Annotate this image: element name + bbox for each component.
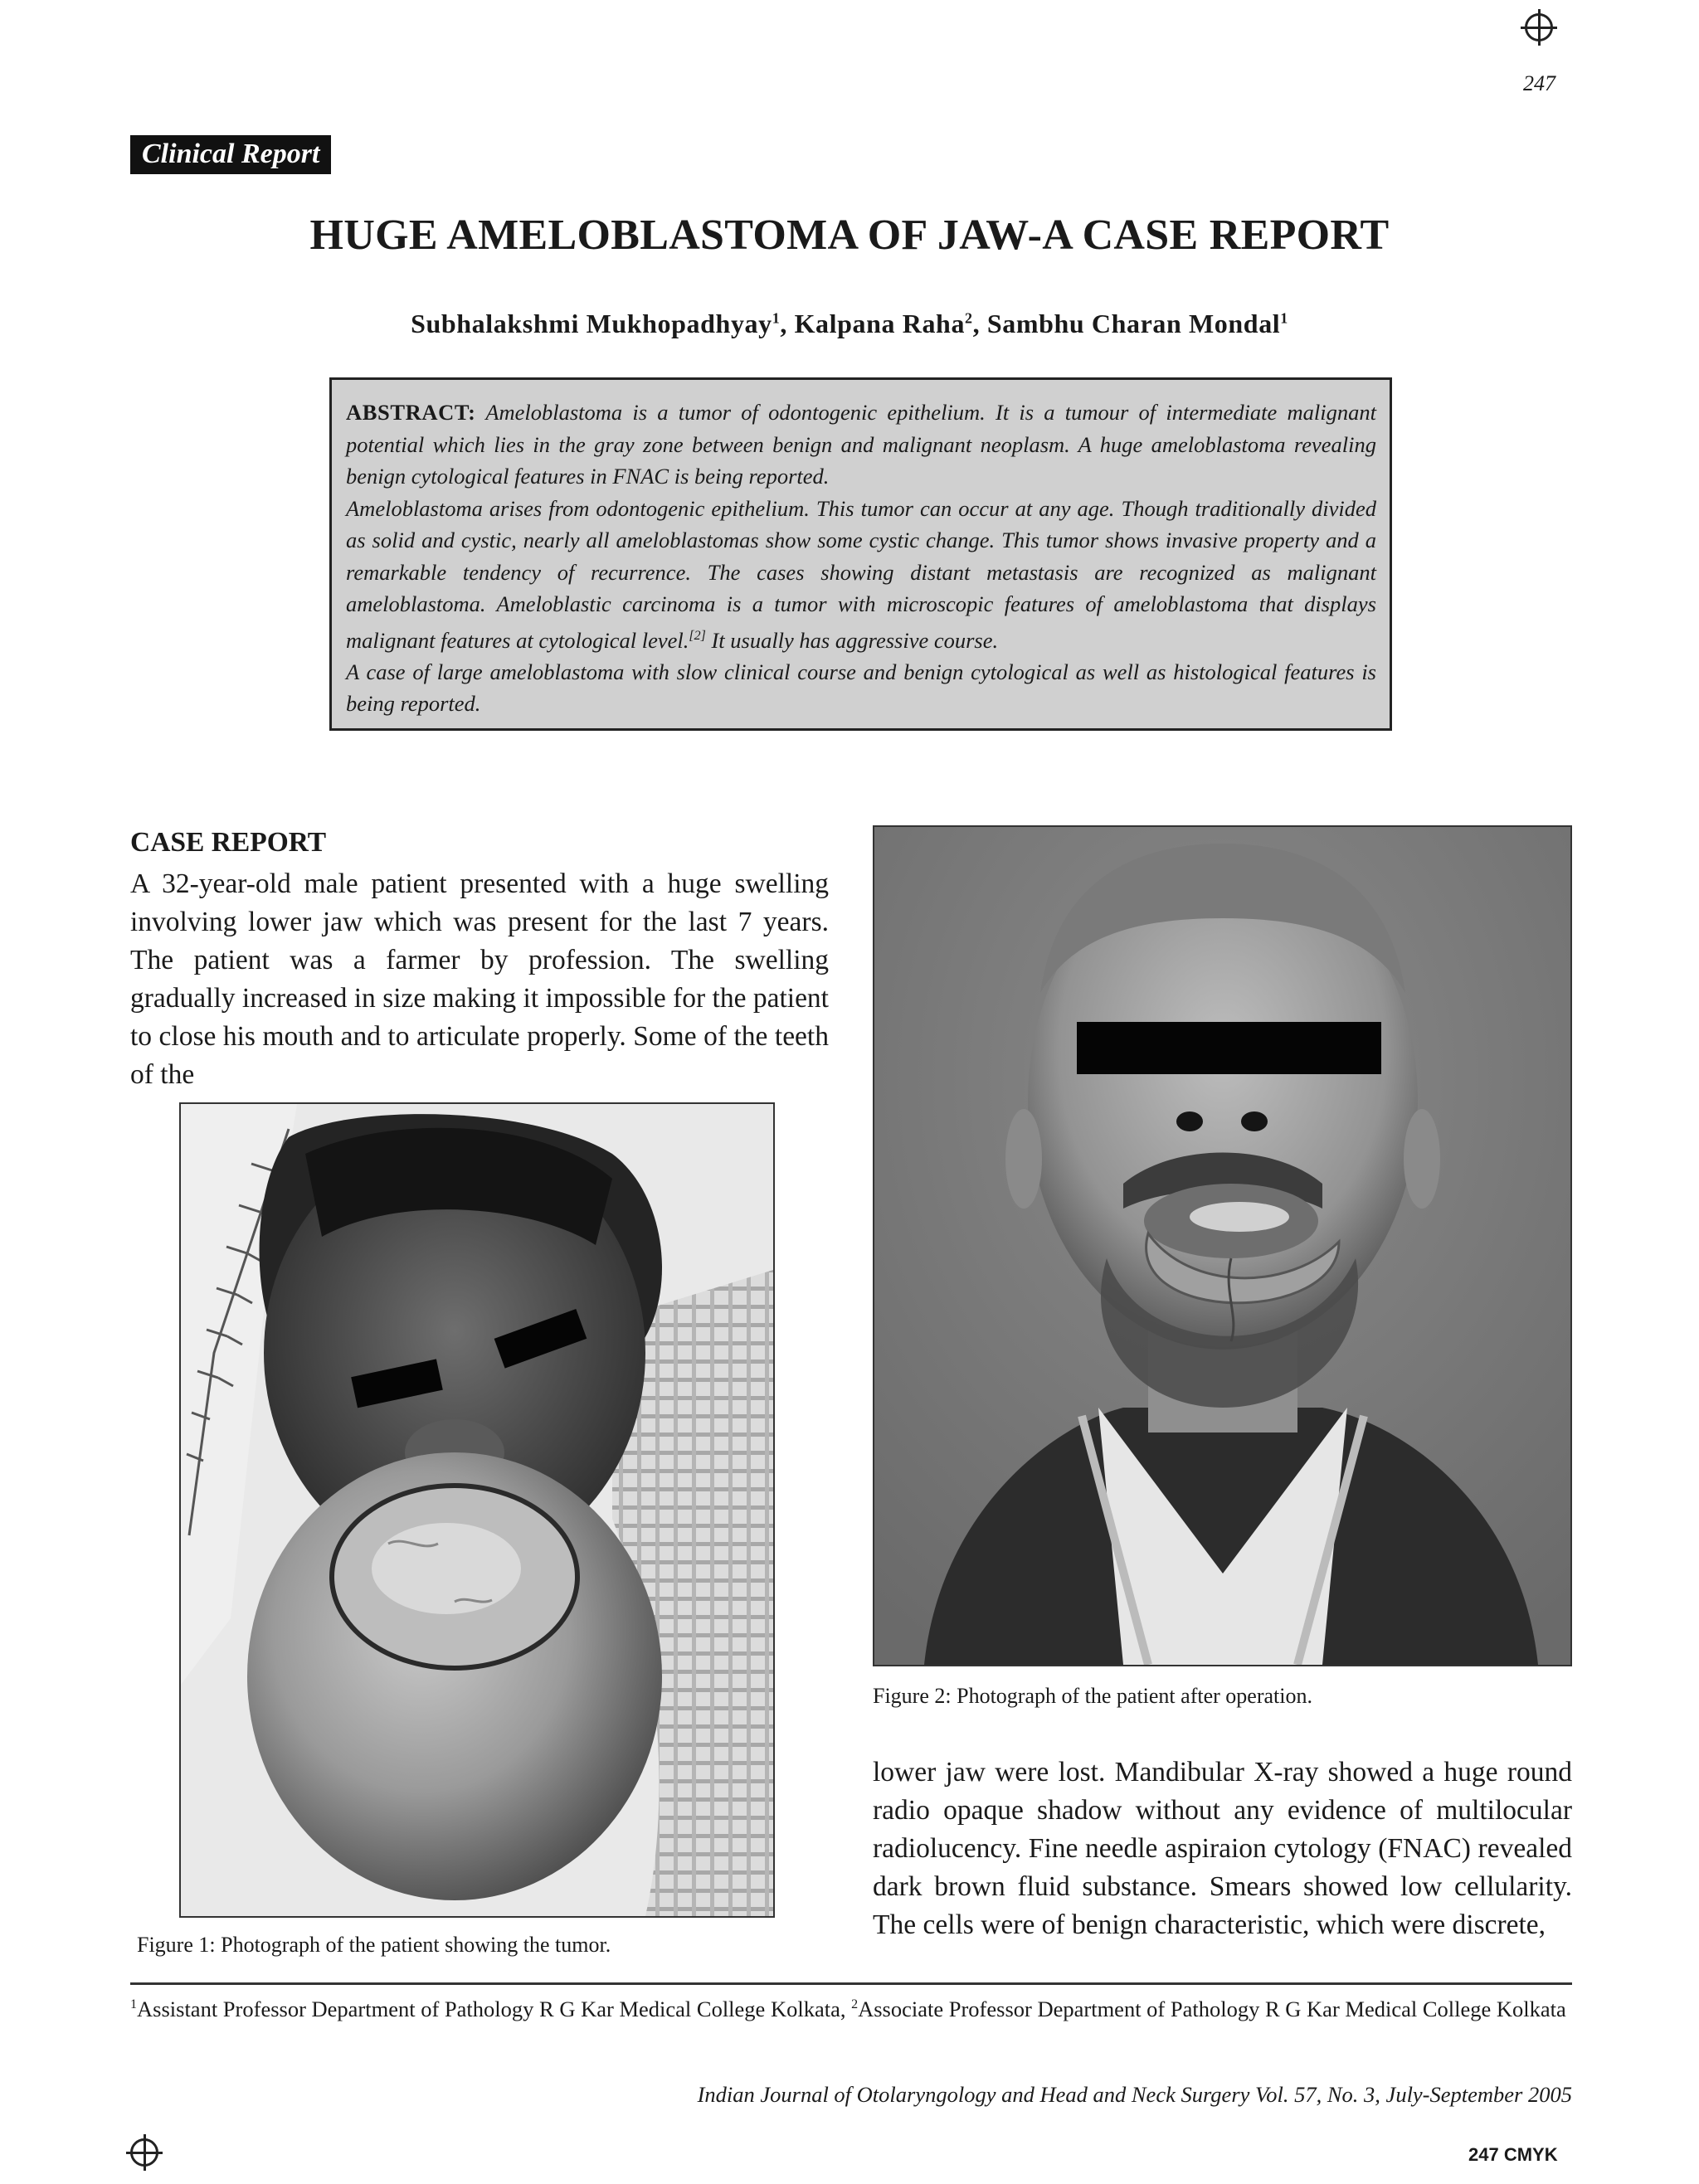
- body-text: lower jaw were lost. Mandibular X-ray showed a huge round radio opaque shadow without any evidence of multilocular radiolucency. Fine needle aspiraion cytology (FNAC) revealed dark brown fluid substance. Smears showed low cellularity. The cells were of benign characteristic, which were discrete,: [873, 1757, 1572, 1940]
- figure-1-caption: Figure 1: Photograph of the patient showing the tumor.: [137, 1933, 611, 1957]
- footnote-mark: 1: [130, 1997, 137, 2011]
- patient-tumor-photo: [181, 1104, 773, 1916]
- author-affiliation-mark: 2: [965, 309, 973, 327]
- print-mark: 247 CMYK: [1468, 2144, 1558, 2165]
- registration-mark-icon: [1525, 13, 1553, 41]
- author-list: [0, 309, 1699, 339]
- reference-mark: [2]: [689, 628, 706, 643]
- body-text: A 32-year-old male patient presented with a huge swelling involving lower jaw which was present for the last 7 years. The patient was a farmer by profession. The swelling gradually increased in size making it impossible for the patient to close his mouth and to articulate properly. Some of the teeth of the: [130, 868, 829, 1090]
- abstract-paragraph: [346, 493, 1376, 656]
- author-name: Subhalakshmi Mukhopadhyay: [411, 309, 772, 338]
- footnote-mark: 2: [851, 1997, 859, 2011]
- figure-2-photo: [873, 825, 1572, 1666]
- footnote-text: Assistant Professor Department of Pathology R G Kar Medical College Kolkata,: [137, 1996, 852, 2021]
- abstract-text: A case of large ameloblastoma with slow clinical course and benign cytological as well as histological features is being reported.: [346, 659, 1376, 717]
- footnote-divider: [130, 1982, 1572, 1985]
- footnote-text: Associate Professor Department of Pathology R G Kar Medical College Kolkata: [858, 1996, 1566, 2021]
- abstract-text: It usually has aggressive course.: [705, 627, 999, 653]
- article-title: HUGE AMELOBLASTOMA OF JAW-A CASE REPORT: [309, 212, 1390, 259]
- author-separator: ,: [972, 309, 987, 338]
- author-name: Sambhu Charan Mondal: [986, 309, 1281, 338]
- patient-postoperative-photo: [874, 827, 1570, 1665]
- abstract-box: [329, 377, 1392, 731]
- footnote: [130, 1991, 1572, 2023]
- abstract-text: Ameloblastoma is a tumor of odontogenic epithelium. It is a tumour of intermediate malignant potential which lies in the gray zone between benign and malignant neoplasm. A huge ameloblastoma revealing benign cytological features in FNAC is being reported.: [346, 400, 1376, 489]
- page-number: 247: [1523, 71, 1555, 95]
- registration-mark-icon: [130, 2138, 158, 2167]
- abstract-text: Ameloblastoma arises from odontogenic epithelium. This tumor can occur at any age. Though traditionally divided as solid and cystic, nearly all ameloblastomas show some cystic change. This tumor shows invasive property and a remarkable tendency of recurrence. The cases showing distant metastasis are recognized as malignant ameloblastoma. Ameloblastic carcinoma is a tumor with microscopic features of ameloblastoma that displays malignant features at cytological level.: [346, 495, 1376, 653]
- abstract-label: ABSTRACT:: [346, 400, 476, 425]
- body-paragraph: [130, 865, 829, 1094]
- figure-2-caption: Figure 2: Photograph of the patient after operation.: [873, 1684, 1312, 1708]
- author-separator: ,: [780, 309, 795, 338]
- figure-1-photo: [179, 1102, 775, 1918]
- abstract-paragraph: [346, 396, 1376, 493]
- abstract-paragraph: [346, 656, 1376, 720]
- section-heading: CASE REPORT: [130, 827, 327, 858]
- author-name: Kalpana Raha: [794, 309, 966, 338]
- author-affiliation-mark: 1: [772, 309, 781, 327]
- journal-citation: Indian Journal of Otolaryngology and Head and Neck Surgery Vol. 57, No. 3, July-September 2005: [697, 2082, 1572, 2107]
- section-label: Clinical Report: [130, 135, 331, 174]
- author-affiliation-mark: 1: [1280, 309, 1288, 327]
- body-paragraph: [873, 1754, 1572, 1944]
